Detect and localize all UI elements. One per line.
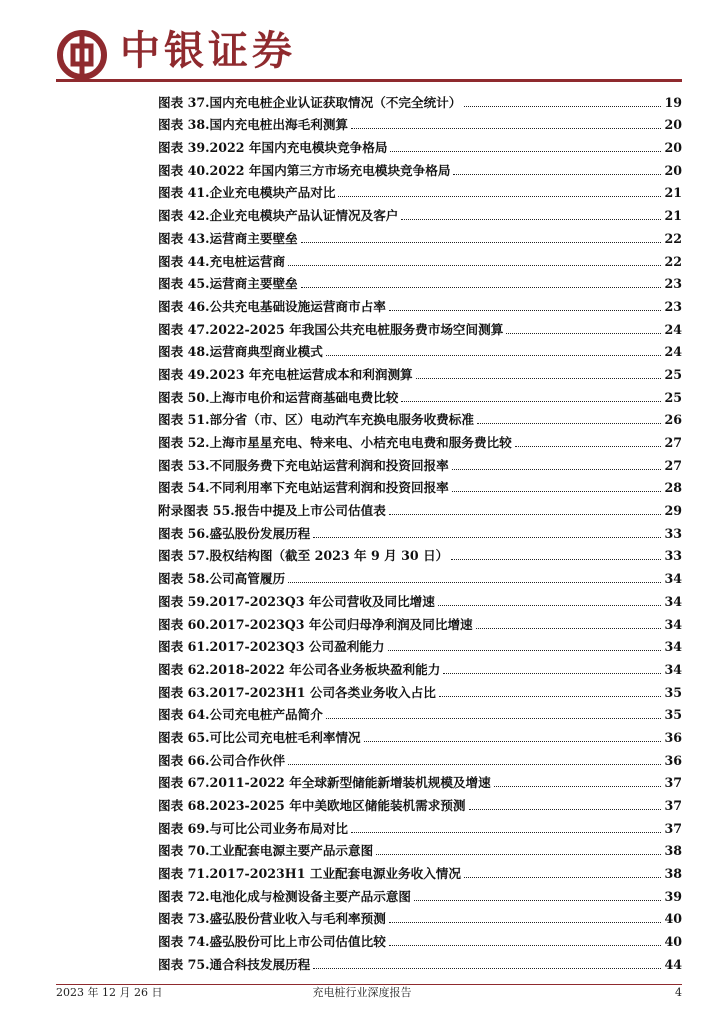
toc-entry[interactable] [158,746,682,769]
toc-entry[interactable] [158,610,682,633]
toc-leader-dots [301,241,662,243]
toc-entry-page: 34 [664,616,682,632]
toc-entry[interactable] [158,814,682,837]
toc-leader-dots [389,921,662,923]
toc-entry-label: 图表 44.充电桩运营商 [158,253,286,269]
toc-leader-dots [288,763,661,765]
toc-entry-label: 图表 73.盛弘股份营业收入与毛利率预测 [158,911,386,927]
toc-entry-label: 图表 42.企业充电模块产品认证情况及客户 [158,208,399,224]
toc-entry-page: 25 [664,366,682,382]
toc-leader-dots [439,695,662,697]
toc-leader-dots [389,309,662,311]
toc-entry-label: 图表 61.2017-2023Q3 公司盈利能力 [158,639,385,655]
toc-entry-page: 25 [664,389,682,405]
toc-entry[interactable] [158,905,682,928]
toc-entry[interactable] [158,474,682,497]
toc-entry-label: 图表 74.盛弘股份可比上市公司估值比较 [158,934,386,950]
toc-entry[interactable] [158,111,682,134]
toc-entry-page: 37 [664,798,682,813]
toc-leader-dots [464,105,661,107]
toc-entry[interactable] [158,519,682,542]
toc-entry-page: 37 [664,775,682,791]
toc-entry[interactable] [158,179,682,202]
toc-leader-dots [452,490,662,492]
toc-entry[interactable] [158,633,682,656]
toc-leader-dots [351,831,661,833]
toc-entry[interactable] [158,701,682,724]
footer-rule [56,984,682,985]
toc-entry-page: 20 [664,117,682,133]
toc-entry-page: 23 [664,276,682,292]
toc-entry-label: 图表 43.运营商主要壁垒 [158,230,298,246]
toc-entry-label: 图表 52.上海市星星充电、特来电、小桔充电电费和服务费比较 [158,435,512,450]
toc-entry[interactable] [158,791,682,814]
footer-report-title: 充电桩行业深度报告 [312,986,412,999]
toc-entry-page: 35 [664,684,682,700]
toc-leader-dots [389,513,662,515]
toc-entry-label: 图表 60.2017-2023Q3 年公司归母净利润及同比增速 [158,616,473,632]
toc-entry-label: 图表 75.通合科技发展历程 [158,956,311,972]
page-header [0,0,724,84]
toc-entry-label: 图表 72.电池化成与检测设备主要产品示意图 [158,888,411,904]
toc-leader-dots [414,899,661,901]
toc-entry[interactable] [158,723,682,746]
toc-leader-dots [376,853,661,855]
toc-leader-dots [506,332,661,334]
toc-entry-page: 36 [664,752,682,768]
toc-leader-dots [477,422,662,424]
toc-entry-label: 图表 46.公共充电基础设施运营商市占率 [158,298,386,314]
toc-entry-page: 27 [664,435,682,450]
toc-entry[interactable] [158,451,682,474]
toc-entry-page: 44 [664,956,682,972]
toc-entry-label: 图表 64.公司充电桩产品简介 [158,707,323,723]
toc-entry-label: 附录图表 55.报告中提及上市公司估值表 [158,503,386,519]
toc-entry-label: 图表 40.2022 年国内第三方市场充电模块竞争格局 [158,162,451,178]
toc-entry[interactable] [158,655,682,678]
toc-entry-page: 35 [664,707,682,723]
toc-entry[interactable] [158,542,682,565]
bank-of-china-logo-icon [56,29,108,81]
toc-entry-page: 38 [664,843,682,859]
toc-leader-dots [515,445,662,447]
toc-leader-dots [388,649,662,651]
toc-entry[interactable] [158,338,682,361]
toc-entry-page: 34 [664,661,682,677]
toc-entry-label: 图表 38.国内充电桩出海毛利测算 [158,117,349,133]
header-rule [56,79,682,82]
footer-date: 2023 年 12 月 26 日 [56,986,163,999]
toc-entry-label: 图表 50.上海市电价和运营商基础电费比较 [158,389,399,405]
toc-entry-page: 37 [664,820,682,836]
toc-entry-label: 图表 68.2023-2025 年中美欧地区储能装机需求预测 [158,798,466,813]
toc-entry[interactable] [158,564,682,587]
toc-leader-dots [494,785,662,787]
toc-entry-page: 21 [664,208,682,224]
toc-entry[interactable] [158,882,682,905]
toc-entry-page: 24 [664,321,682,337]
toc-entry-page: 33 [664,548,682,564]
toc-entry-page: 29 [664,503,682,519]
toc-entry-label: 图表 65.可比公司充电桩毛利率情况 [158,729,361,745]
toc-entry-page: 39 [664,888,682,904]
toc-entry[interactable] [158,428,682,451]
toc-entry-page: 19 [664,94,682,110]
toc-entry-label: 图表 62.2018-2022 年公司各业务板块盈利能力 [158,661,441,677]
toc-leader-dots [464,876,661,878]
toc-leader-dots [453,173,661,175]
toc-entry-page: 34 [664,571,682,587]
toc-entry-page: 22 [664,230,682,246]
toc-entry-label: 图表 70.工业配套电源主要产品示意图 [158,843,374,859]
toc-leader-dots [476,627,662,629]
toc-entry[interactable] [158,360,682,383]
toc-entry-label: 图表 53.不同服务费下充电站运营利润和投资回报率 [158,457,449,473]
toc-entry-page: 23 [664,298,682,314]
toc-leader-dots [301,286,662,288]
toc-leader-dots [313,967,661,969]
footer-page-number: 4 [675,986,682,999]
brand-name: 中银证券 [120,28,296,74]
toc-entry-page: 20 [664,162,682,178]
toc-entry[interactable] [158,224,682,247]
toc-entry[interactable] [158,292,682,315]
toc-leader-dots [401,400,661,402]
toc-leader-dots [390,150,661,152]
toc-entry[interactable] [158,156,682,179]
toc-entry-label: 图表 58.公司高管履历 [158,571,286,587]
toc-entry[interactable] [158,587,682,610]
toc-entry[interactable] [158,927,682,950]
toc-entry[interactable] [158,383,682,406]
toc-leader-dots [313,536,661,538]
toc-entry-label: 图表 69.与可比公司业务布局对比 [158,820,349,836]
toc-leader-dots [443,672,661,674]
toc-entry[interactable] [158,496,682,519]
toc-entry[interactable] [158,247,682,270]
toc-entry-page: 28 [664,480,682,496]
toc-entry-page: 40 [664,911,682,927]
toc-leader-dots [452,468,662,470]
toc-entry-page: 34 [664,593,682,609]
toc-entry-page: 26 [664,412,682,428]
toc-leader-dots [401,218,661,220]
toc-entry[interactable] [158,678,682,701]
toc-entry-label: 图表 56.盛弘股份发展历程 [158,525,311,541]
toc-entry-label: 图表 39.2022 年国内充电模块竞争格局 [158,140,388,156]
toc-entry-label: 图表 57.股权结构图（截至 2023 年 9 月 30 日） [158,548,449,564]
toc-entry-page: 24 [664,344,682,360]
toc-leader-dots [389,944,662,946]
toc-entry-label: 图表 63.2017-2023H1 公司各类业务收入占比 [158,684,436,700]
toc-entry-label: 图表 71.2017-2023H1 工业配套电源业务收入情况 [158,866,461,882]
table-of-contents [158,88,682,973]
toc-entry-page: 22 [664,253,682,269]
toc-entry[interactable] [158,88,682,111]
toc-entry[interactable] [158,769,682,792]
toc-entry-page: 27 [664,457,682,473]
toc-entry[interactable] [158,406,682,429]
toc-leader-dots [288,581,661,583]
toc-entry[interactable] [158,315,682,338]
toc-leader-dots [469,808,662,810]
toc-entry[interactable] [158,133,682,156]
toc-entry-label: 图表 48.运营商典型商业模式 [158,344,323,360]
toc-entry-label: 图表 59.2017-2023Q3 年公司营收及同比增速 [158,593,435,609]
toc-entry-label: 图表 41.企业充电模块产品对比 [158,185,336,201]
toc-leader-dots [351,127,661,129]
toc-entry-label: 图表 51.部分省（市、区）电动汽车充换电服务收费标准 [158,412,474,428]
toc-leader-dots [288,264,661,266]
toc-leader-dots [364,740,662,742]
toc-entry-page: 20 [664,140,682,156]
toc-entry-label: 图表 54.不同利用率下充电站运营利润和投资回报率 [158,480,449,496]
toc-entry-page: 38 [664,866,682,882]
toc-entry-page: 21 [664,185,682,201]
toc-entry[interactable] [158,201,682,224]
toc-leader-dots [326,354,662,356]
toc-entry[interactable] [158,950,682,973]
toc-leader-dots [451,558,661,560]
toc-entry-label: 图表 47.2022-2025 年我国公共充电桩服务费市场空间测算 [158,321,504,337]
toc-leader-dots [438,604,662,606]
toc-entry-label: 图表 37.国内充电桩企业认证获取情况（不完全统计） [158,94,462,110]
toc-entry-label: 图表 49.2023 年充电桩运营成本和利润测算 [158,366,413,382]
toc-entry-page: 36 [664,729,682,745]
toc-entry-page: 34 [664,639,682,655]
toc-entry[interactable] [158,270,682,293]
toc-entry-label: 图表 67.2011-2022 年全球新型储能新增装机规模及增速 [158,775,491,791]
toc-entry-page: 33 [664,525,682,541]
toc-entry-label: 图表 45.运营商主要壁垒 [158,276,298,292]
toc-entry[interactable] [158,859,682,882]
toc-entry-label: 图表 66.公司合作伙伴 [158,752,286,768]
toc-leader-dots [338,195,661,197]
toc-entry-page: 40 [664,934,682,950]
toc-entry[interactable] [158,837,682,860]
toc-leader-dots [326,717,662,719]
toc-leader-dots [416,377,662,379]
